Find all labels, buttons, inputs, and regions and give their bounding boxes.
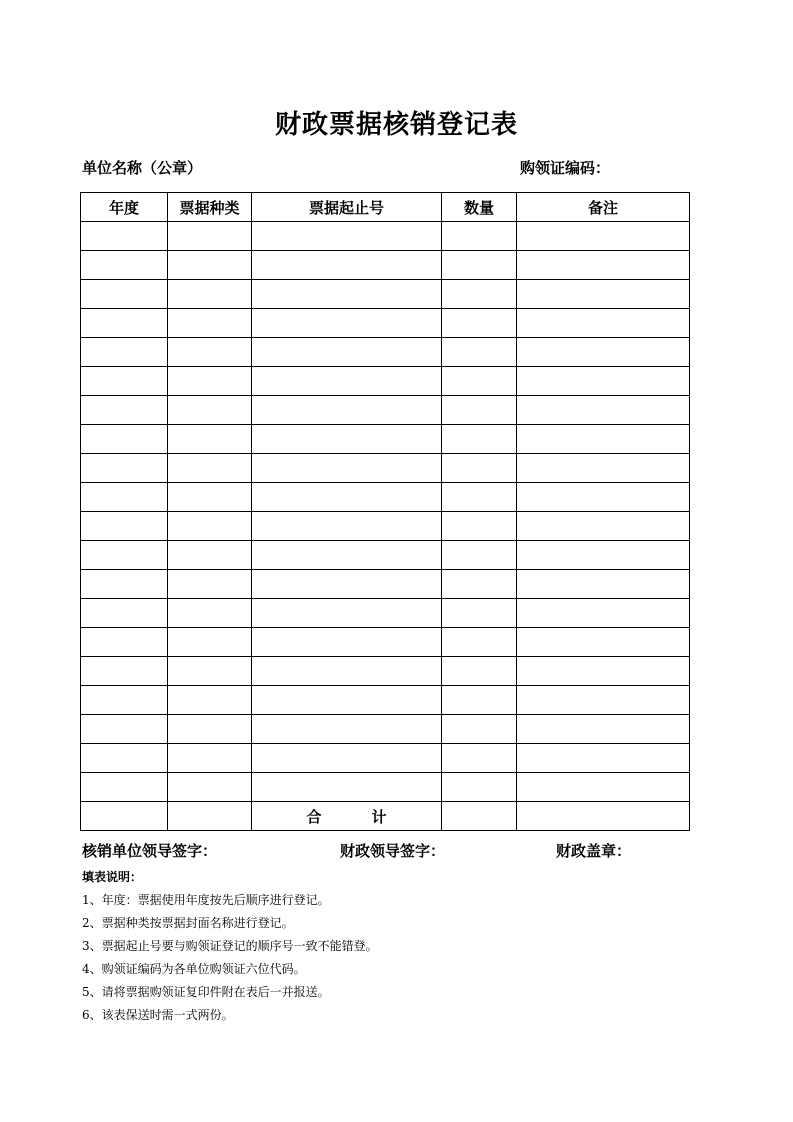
total-label-right: 计 xyxy=(371,807,387,826)
remarks-cell[interactable] xyxy=(517,628,690,657)
year-cell[interactable] xyxy=(81,686,168,715)
quantity-cell[interactable] xyxy=(442,367,517,396)
year-cell[interactable] xyxy=(81,715,168,744)
receipt-type-cell[interactable] xyxy=(168,773,252,802)
table-row xyxy=(81,425,690,454)
year-cell[interactable] xyxy=(81,425,168,454)
total-row xyxy=(81,802,690,831)
finance-leader-signature-label: 财政领导签字： xyxy=(340,842,446,860)
remarks-cell[interactable] xyxy=(517,280,690,309)
quantity-cell[interactable] xyxy=(442,280,517,309)
remarks-cell[interactable] xyxy=(517,744,690,773)
total-type-cell[interactable] xyxy=(168,802,252,831)
instructions-section xyxy=(82,866,378,1027)
total-quantity-cell[interactable] xyxy=(442,802,517,831)
table-row xyxy=(81,744,690,773)
quantity-cell[interactable] xyxy=(442,396,517,425)
quantity-cell[interactable] xyxy=(442,338,517,367)
instructions-title: 填表说明： xyxy=(82,870,143,884)
year-cell[interactable] xyxy=(81,773,168,802)
remarks-cell[interactable] xyxy=(517,599,690,628)
table-row xyxy=(81,309,690,338)
receipt-range-cell[interactable] xyxy=(252,773,442,802)
table-row xyxy=(81,280,690,309)
receipt-type-cell[interactable] xyxy=(168,483,252,512)
verify-unit-leader-signature-label: 核销单位领导签字： xyxy=(82,842,218,860)
receipt-range-cell[interactable] xyxy=(252,483,442,512)
receipt-range-cell[interactable] xyxy=(252,251,442,280)
year-cell[interactable] xyxy=(81,309,168,338)
receipt-range-cell[interactable] xyxy=(252,599,442,628)
table-row xyxy=(81,222,690,251)
receipt-type-cell[interactable] xyxy=(168,715,252,744)
table-row xyxy=(81,715,690,744)
receipt-type-cell[interactable] xyxy=(168,657,252,686)
year-cell[interactable] xyxy=(81,628,168,657)
remarks-cell[interactable] xyxy=(517,425,690,454)
table-row xyxy=(81,338,690,367)
unit-name-label: 单位名称（公章） xyxy=(82,159,203,177)
receipt-type-cell[interactable] xyxy=(168,280,252,309)
quantity-cell[interactable] xyxy=(442,309,517,338)
table-row xyxy=(81,657,690,686)
quantity-cell[interactable] xyxy=(442,425,517,454)
receipt-range-cell[interactable] xyxy=(252,338,442,367)
year-cell[interactable] xyxy=(81,396,168,425)
page-title: 财政票据核销登记表 xyxy=(274,110,518,140)
year-cell[interactable] xyxy=(81,512,168,541)
instruction-item: 6、该表保送时需一式两份。 xyxy=(82,1008,234,1022)
receipt-range-cell[interactable] xyxy=(252,309,442,338)
remarks-cell[interactable] xyxy=(517,338,690,367)
column-header-quantity: 数量 xyxy=(442,193,517,222)
quantity-cell[interactable] xyxy=(442,657,517,686)
remarks-cell[interactable] xyxy=(517,715,690,744)
instruction-item: 4、购领证编码为各单位购领证六位代码。 xyxy=(82,962,306,976)
receipt-type-cell[interactable] xyxy=(168,338,252,367)
remarks-cell[interactable] xyxy=(517,512,690,541)
table-row xyxy=(81,396,690,425)
year-cell[interactable] xyxy=(81,599,168,628)
column-header-remarks: 备注 xyxy=(517,193,690,222)
instruction-item: 5、请将票据购领证复印件附在表后一并报送。 xyxy=(82,985,330,999)
remarks-cell[interactable] xyxy=(517,396,690,425)
quantity-cell[interactable] xyxy=(442,541,517,570)
receipt-range-cell[interactable] xyxy=(252,222,442,251)
table-row xyxy=(81,483,690,512)
instruction-item: 2、票据种类按票据封面名称进行登记。 xyxy=(82,916,294,930)
quantity-cell[interactable] xyxy=(442,512,517,541)
receipt-type-cell[interactable] xyxy=(168,222,252,251)
table-row xyxy=(81,367,690,396)
year-cell[interactable] xyxy=(81,251,168,280)
table-row xyxy=(81,599,690,628)
table-row xyxy=(81,541,690,570)
quantity-cell[interactable] xyxy=(442,454,517,483)
receipt-type-cell[interactable] xyxy=(168,367,252,396)
quantity-cell[interactable] xyxy=(442,483,517,512)
receipt-range-cell[interactable] xyxy=(252,744,442,773)
total-label-left: 合 xyxy=(306,807,322,826)
table-body xyxy=(81,222,690,802)
remarks-cell[interactable] xyxy=(517,541,690,570)
instruction-item: 3、票据起止号要与购领证登记的顺序号一致不能错登。 xyxy=(82,939,378,953)
year-cell[interactable] xyxy=(81,338,168,367)
table-row xyxy=(81,512,690,541)
quantity-cell[interactable] xyxy=(442,628,517,657)
year-cell[interactable] xyxy=(81,483,168,512)
quantity-cell[interactable] xyxy=(442,773,517,802)
quantity-cell[interactable] xyxy=(442,222,517,251)
verification-ledger-table xyxy=(80,192,690,831)
remarks-cell[interactable] xyxy=(517,570,690,599)
receipt-range-cell[interactable] xyxy=(252,454,442,483)
receipt-range-cell[interactable] xyxy=(252,657,442,686)
year-cell[interactable] xyxy=(81,657,168,686)
receipt-type-cell[interactable] xyxy=(168,628,252,657)
instruction-item: 1、年度：票据使用年度按先后顺序进行登记。 xyxy=(82,893,330,907)
quantity-cell[interactable] xyxy=(442,251,517,280)
remarks-cell[interactable] xyxy=(517,251,690,280)
table-row xyxy=(81,454,690,483)
remarks-cell[interactable] xyxy=(517,657,690,686)
receipt-range-cell[interactable] xyxy=(252,425,442,454)
remarks-cell[interactable] xyxy=(517,222,690,251)
receipt-range-cell[interactable] xyxy=(252,396,442,425)
receipt-range-cell[interactable] xyxy=(252,570,442,599)
quantity-cell[interactable] xyxy=(442,744,517,773)
column-header-receipt-type: 票据种类 xyxy=(168,193,252,222)
year-cell[interactable] xyxy=(81,570,168,599)
remarks-cell[interactable] xyxy=(517,686,690,715)
year-cell[interactable] xyxy=(81,454,168,483)
receipt-type-cell[interactable] xyxy=(168,541,252,570)
receipt-range-cell[interactable] xyxy=(252,628,442,657)
receipt-range-cell[interactable] xyxy=(252,541,442,570)
remarks-cell[interactable] xyxy=(517,454,690,483)
receipt-type-cell[interactable] xyxy=(168,599,252,628)
purchase-cert-code-label: 购领证编码： xyxy=(520,159,611,177)
table-row xyxy=(81,686,690,715)
receipt-range-cell[interactable] xyxy=(252,512,442,541)
table-row xyxy=(81,628,690,657)
remarks-cell[interactable] xyxy=(517,367,690,396)
total-label xyxy=(252,802,442,831)
table-row xyxy=(81,570,690,599)
receipt-range-cell[interactable] xyxy=(252,367,442,396)
receipt-type-cell[interactable] xyxy=(168,744,252,773)
quantity-cell[interactable] xyxy=(442,715,517,744)
quantity-cell[interactable] xyxy=(442,599,517,628)
receipt-type-cell[interactable] xyxy=(168,309,252,338)
receipt-type-cell[interactable] xyxy=(168,454,252,483)
receipt-range-cell[interactable] xyxy=(252,280,442,309)
receipt-type-cell[interactable] xyxy=(168,512,252,541)
table-header-row xyxy=(81,193,690,222)
receipt-type-cell[interactable] xyxy=(168,251,252,280)
receipt-type-cell[interactable] xyxy=(168,425,252,454)
receipt-range-cell[interactable] xyxy=(252,686,442,715)
finance-seal-label: 财政盖章： xyxy=(556,842,632,860)
total-remarks-cell[interactable] xyxy=(517,802,690,831)
remarks-cell[interactable] xyxy=(517,309,690,338)
receipt-range-cell[interactable] xyxy=(252,715,442,744)
year-cell[interactable] xyxy=(81,222,168,251)
year-cell[interactable] xyxy=(81,280,168,309)
column-header-year: 年度 xyxy=(81,193,168,222)
quantity-cell[interactable] xyxy=(442,570,517,599)
column-header-receipt-range: 票据起止号 xyxy=(252,193,442,222)
year-cell[interactable] xyxy=(81,744,168,773)
table-row xyxy=(81,251,690,280)
table-row xyxy=(81,773,690,802)
receipt-type-cell[interactable] xyxy=(168,686,252,715)
total-year-cell[interactable] xyxy=(81,802,168,831)
year-cell[interactable] xyxy=(81,541,168,570)
receipt-type-cell[interactable] xyxy=(168,396,252,425)
year-cell[interactable] xyxy=(81,367,168,396)
remarks-cell[interactable] xyxy=(517,773,690,802)
remarks-cell[interactable] xyxy=(517,483,690,512)
quantity-cell[interactable] xyxy=(442,686,517,715)
receipt-type-cell[interactable] xyxy=(168,570,252,599)
